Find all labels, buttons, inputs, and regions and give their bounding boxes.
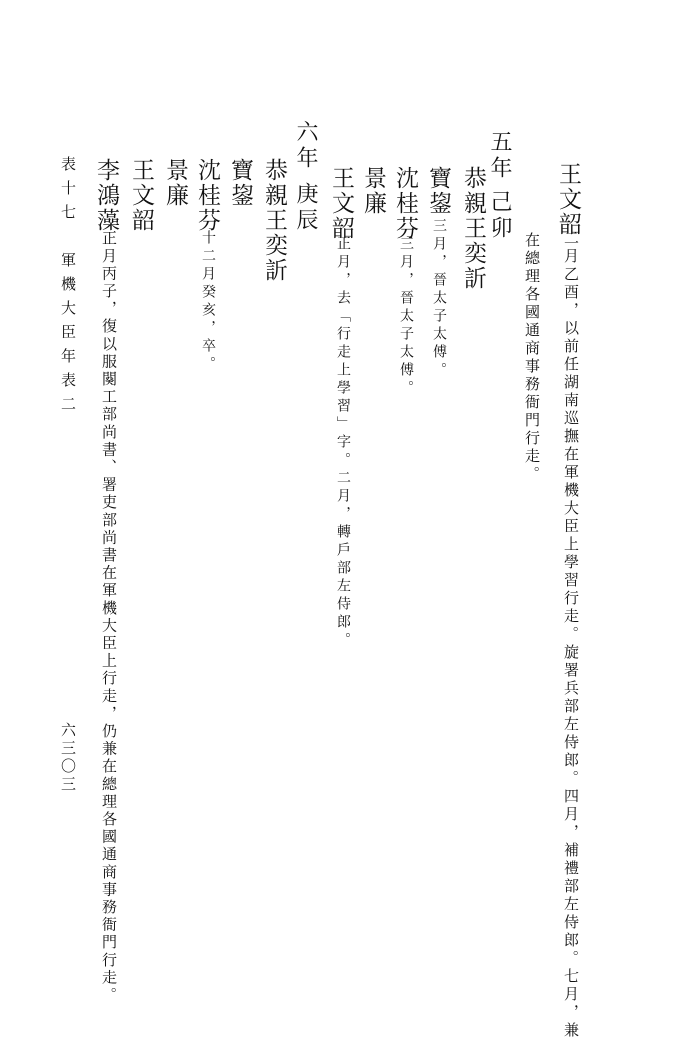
year-heading: 五年 [487, 130, 512, 182]
entry-name: 王文韶 [328, 166, 354, 241]
entry-name: 恭親王奕訢 [261, 158, 287, 283]
entry-note-continuation: 在總理各國通商事務衙門行走。 [523, 232, 541, 484]
running-title: 表十七 軍機大臣年表二 [59, 156, 77, 420]
page-number: 六三〇三 [59, 722, 77, 794]
entry-name: 景廉 [360, 166, 386, 216]
entry-note: 三月，晉太子太傅。 [398, 236, 414, 398]
entry-note: 正月，去「行走上學習」字。二月，轉戶部左侍郎。 [335, 236, 351, 650]
entry-note: 二月乙酉，以前任湖南巡撫在軍機大臣上學習行走。旋署兵部左侍郎。四月，補禮部左侍郎。七月，兼 [562, 230, 580, 1040]
entry-name: 恭親王奕訢 [460, 166, 486, 291]
entry-name: 景廉 [162, 158, 188, 208]
entry-name: 寶鋆 [227, 158, 253, 208]
entry-note: 十二月癸亥，卒。 [200, 230, 216, 374]
entry-name: 寶鋆 [425, 166, 451, 216]
entry-name: 李鴻藻 [93, 158, 119, 233]
entry-name: 王文韶 [128, 158, 154, 233]
entry-name: 沈桂芬 [194, 158, 220, 233]
entry-note: 正月丙子，復以服闋工部尚書、署吏部尚書在軍機大臣上行走，仍兼在總理各國通商事務衙門行走。 [100, 230, 118, 1005]
entry-name: 沈桂芬 [392, 166, 418, 241]
entry-name: 王文韶 [555, 162, 581, 237]
entry-note: 三月，晉太子太傅。 [431, 218, 447, 380]
year-ganzhi: 己卯 [487, 190, 512, 242]
year-ganzhi: 庚辰 [293, 182, 318, 234]
year-heading: 六年 [293, 120, 318, 172]
